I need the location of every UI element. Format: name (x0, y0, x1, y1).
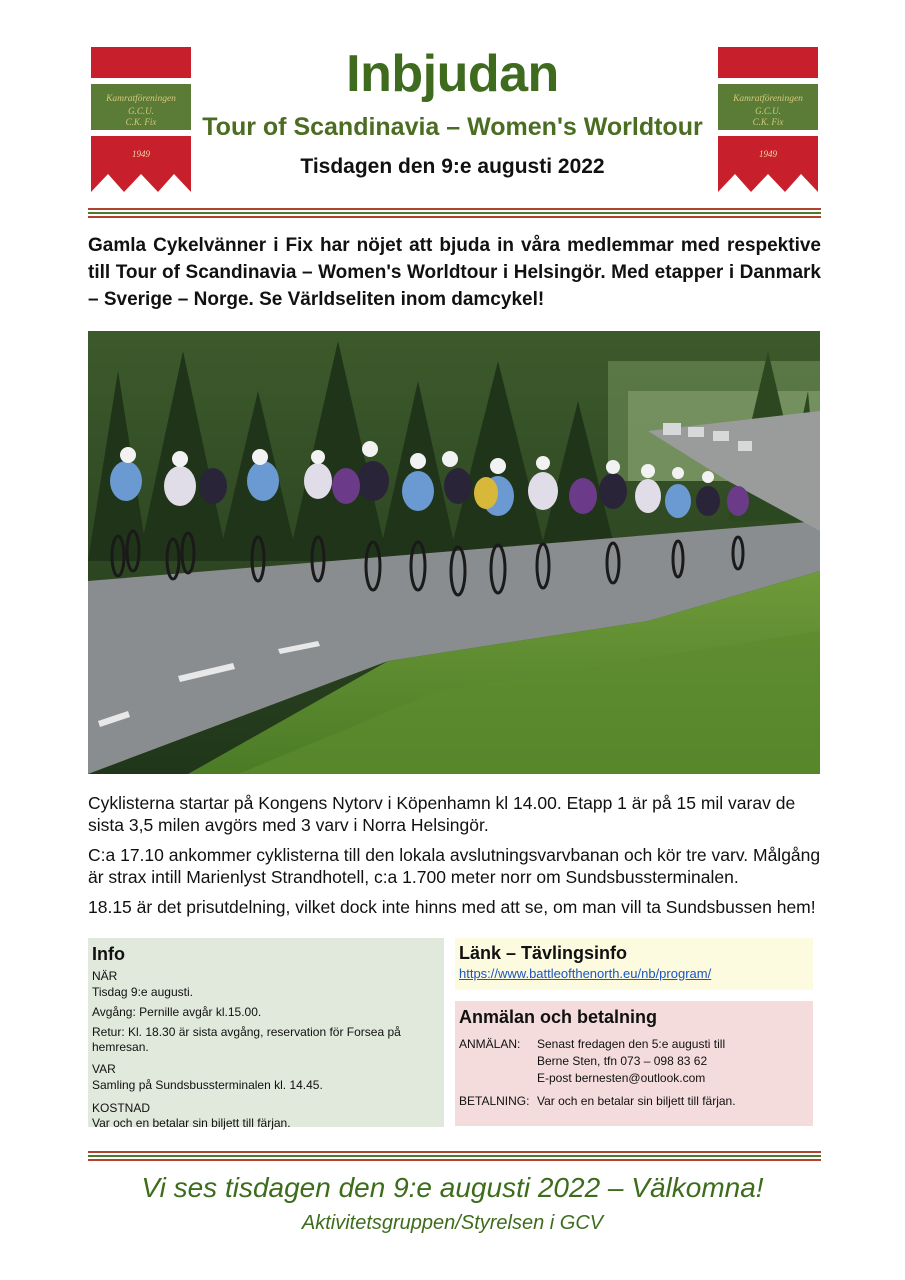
info-cost-value: Var och en betalar sin biljett till färjan. (92, 1116, 291, 1130)
pennant-year: 1949 (132, 149, 150, 159)
registration-email: E-post bernesten@outlook.com (537, 1071, 706, 1085)
pennant-year: 1949 (759, 149, 777, 159)
link-heading: Länk – Tävlingsinfo (459, 943, 628, 963)
race-photo (88, 331, 820, 774)
info-nar-value: Tisdag 9:e augusti. (92, 985, 193, 999)
info-cost-label: KOSTNAD (92, 1101, 151, 1115)
payment-value: Var och en betalar sin biljett till färjan. (537, 1094, 736, 1108)
race-info-link[interactable]: https://www.battleofthenorth.eu/nb/program/ (459, 966, 712, 981)
paragraph-prize: 18.15 är det prisutdelning, vilket dock inte hinns med att se, om man vill ta Sundsbussen hem! (88, 897, 816, 917)
registration-deadline: Senast fredagen den 5:e augusti till (537, 1037, 726, 1051)
intro-paragraph: Gamla Cykelvänner i Fix har nöjet att bjuda in våra medlemmar med respektive till Tour of Scandinavia – Women's Worldtour i Helsingör. Med etapper i Danmark – Sverige – Norge. Se Världseliten inom damcykel! (88, 235, 821, 310)
divider-top (88, 208, 821, 219)
registration-label: ANMÄLAN: (459, 1037, 521, 1051)
signature: Aktivitetsgruppen/Styrelsen i GCV (301, 1212, 604, 1234)
registration-heading: Anmälan och betalning (459, 1007, 658, 1027)
paragraph-arrival: C:a 17.10 ankommer cyklisterna till den lokala avslutningsvarvbanan och kör tre varv. Målgång är strax intill Marienlyst Strandhotell, c:a 1.700 meter norr om Sundsbussterminalen. (88, 845, 821, 887)
pennant-text-gcu: G.C.U. (755, 106, 781, 116)
info-var-value: Samling på Sundsbussterminalen kl. 14.45. (92, 1078, 323, 1092)
pennant-text-gcu: G.C.U. (128, 106, 154, 116)
payment-label: BETALNING: (459, 1094, 530, 1108)
paragraph-start: Cyklisterna startar på Kongens Nytorv i Köpenhamn kl 14.00. Etapp 1 är på 15 mil varav de sista 3,5 milen avgörs med 3 varv i Norra Helsingör. (88, 793, 796, 835)
info-departure: Avgång: Pernille avgår kl.15.00. (92, 1005, 262, 1019)
event-date: Tisdagen den 9:e augusti 2022 (300, 155, 605, 178)
info-heading: Info (92, 944, 125, 964)
divider-bottom (88, 1151, 821, 1162)
pennant-text-ckfix: C.K. Fix (752, 117, 784, 127)
pennant-text-club: Kamratföreningen (106, 94, 176, 104)
page-title: Inbjudan (346, 45, 559, 103)
closing-message: Vi ses tisdagen den 9:e augusti 2022 – Välkomna! (141, 1172, 764, 1203)
info-var-label: VAR (92, 1062, 116, 1076)
info-nar-label: NÄR (92, 969, 118, 983)
pennant-text-ckfix: C.K. Fix (125, 117, 157, 127)
info-box (88, 938, 444, 1130)
event-subtitle: Tour of Scandinavia – Women's Worldtour (202, 113, 703, 141)
registration-box (455, 1001, 813, 1126)
link-box (455, 938, 813, 990)
pennant-text-club: Kamratföreningen (733, 94, 803, 104)
registration-contact: Berne Sten, tfn 073 – 098 83 62 (537, 1054, 708, 1068)
info-return: Retur: Kl. 18.30 är sista avgång, reservation för Forsea på hemresan. (92, 1025, 401, 1054)
